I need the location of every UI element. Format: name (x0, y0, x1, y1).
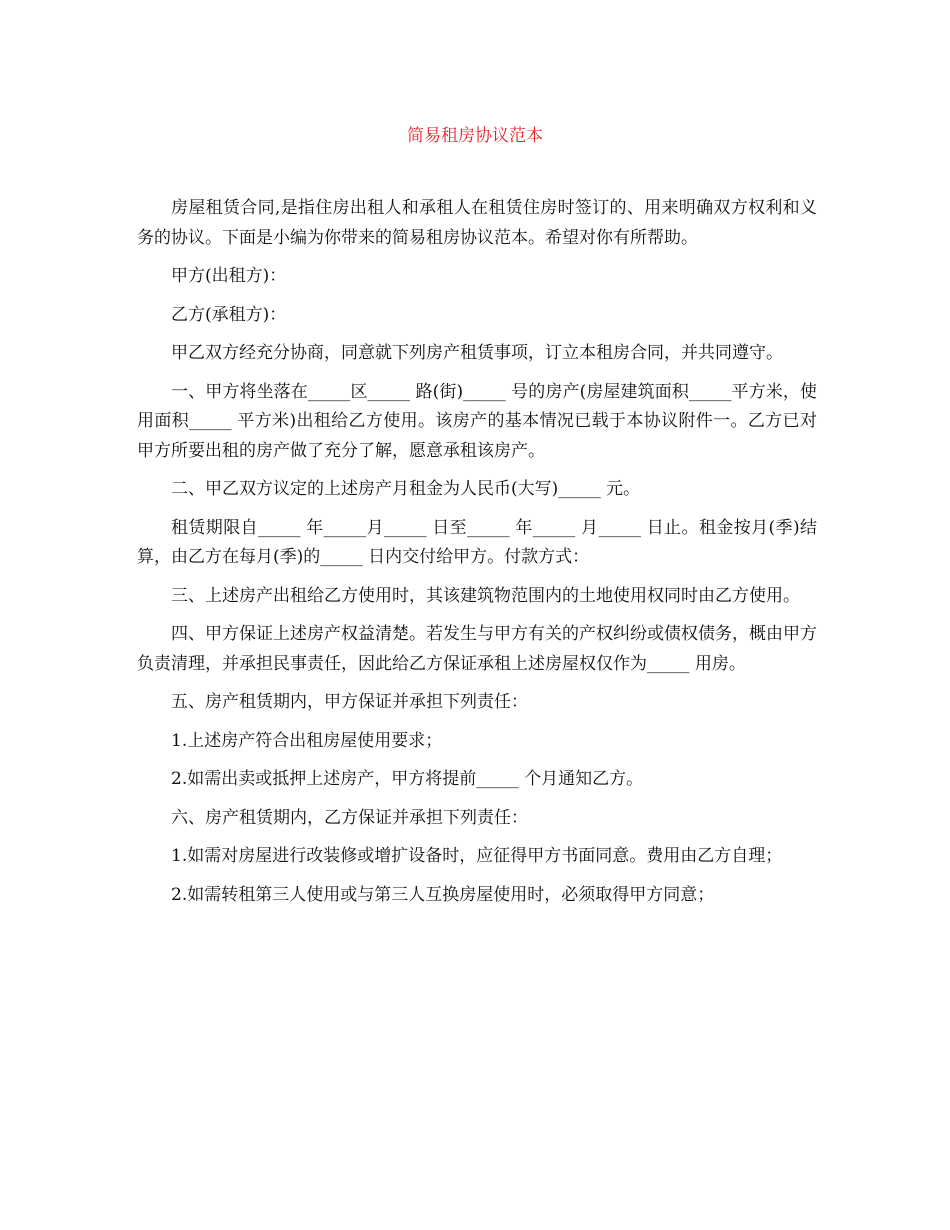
paragraph-clause-6-item-2: 2.如需转租第三人使用或与第三人互换房屋使用时，必须取得甲方同意； (171, 884, 715, 905)
paragraph-intro: 房屋租赁合同,是指住房出租人和承租人在租赁住房时签订的、用来明确双方权利和义务的协议。下面是小编为你带来的简易租房协议范本。希望对你有所帮助。 (137, 198, 817, 248)
paragraph-lease-term: 租赁期限自_____ 年_____月_____ 日至_____ 年_____ 月_____ 日止。租金按月(季)结算，由乙方在每月(季)的_____ 日内交付给甲方。付款方式： (137, 517, 817, 567)
paragraph-clause-5-item-2: 2.如需出卖或抵押上述房产，甲方将提前_____ 个月通知乙方。 (171, 769, 644, 789)
paragraph-agreement: 甲乙双方经充分协商，同意就下列房产租赁事项，订立本租房合同，并共同遵守。 (171, 343, 783, 363)
paragraph-clause-5: 五、房产租赁期内，甲方保证并承担下列责任： (171, 692, 528, 712)
paragraph-party-a: 甲方(出租方)： (171, 266, 287, 286)
paragraph-clause-5-item-1: 1.上述房产符合出租房屋使用要求； (171, 730, 443, 751)
paragraph-clause-6: 六、房产租赁期内，乙方保证并承担下列责任： (171, 807, 528, 828)
document-title: 简易租房协议范本 (407, 126, 543, 146)
paragraph-clause-1: 一、甲方将坐落在_____区_____ 路(街)_____ 号的房产(房屋建筑面积_____平方米，使用面积_____ 平方米)出租给乙方使用。该房产的基本情况已载于本协议附件一。乙方已对甲方所要出租的房产做了充分了解，愿意承租该房产。 (137, 381, 817, 461)
paragraph-party-b: 乙方(承租方)： (171, 304, 287, 325)
paragraph-clause-4: 四、甲方保证上述房产权益清楚。若发生与甲方有关的产权纠纷或债权债务，概由甲方负责清理，并承担民事责任，因此给乙方保证承租上述房屋权仅作为_____ 用房。 (137, 624, 817, 674)
paragraph-clause-2: 二、甲乙双方议定的上述房产月租金为人民币(大写)_____ 元。 (171, 479, 641, 499)
paragraph-clause-3: 三、上述房产出租给乙方使用时，其该建筑物范围内的土地使用权同时由乙方使用。 (171, 585, 800, 606)
document-body (137, 194, 817, 919)
paragraph-clause-6-item-1: 1.如需对房屋进行改装修或增扩设备时，应征得甲方书面同意。费用由乙方自理； (171, 846, 783, 866)
